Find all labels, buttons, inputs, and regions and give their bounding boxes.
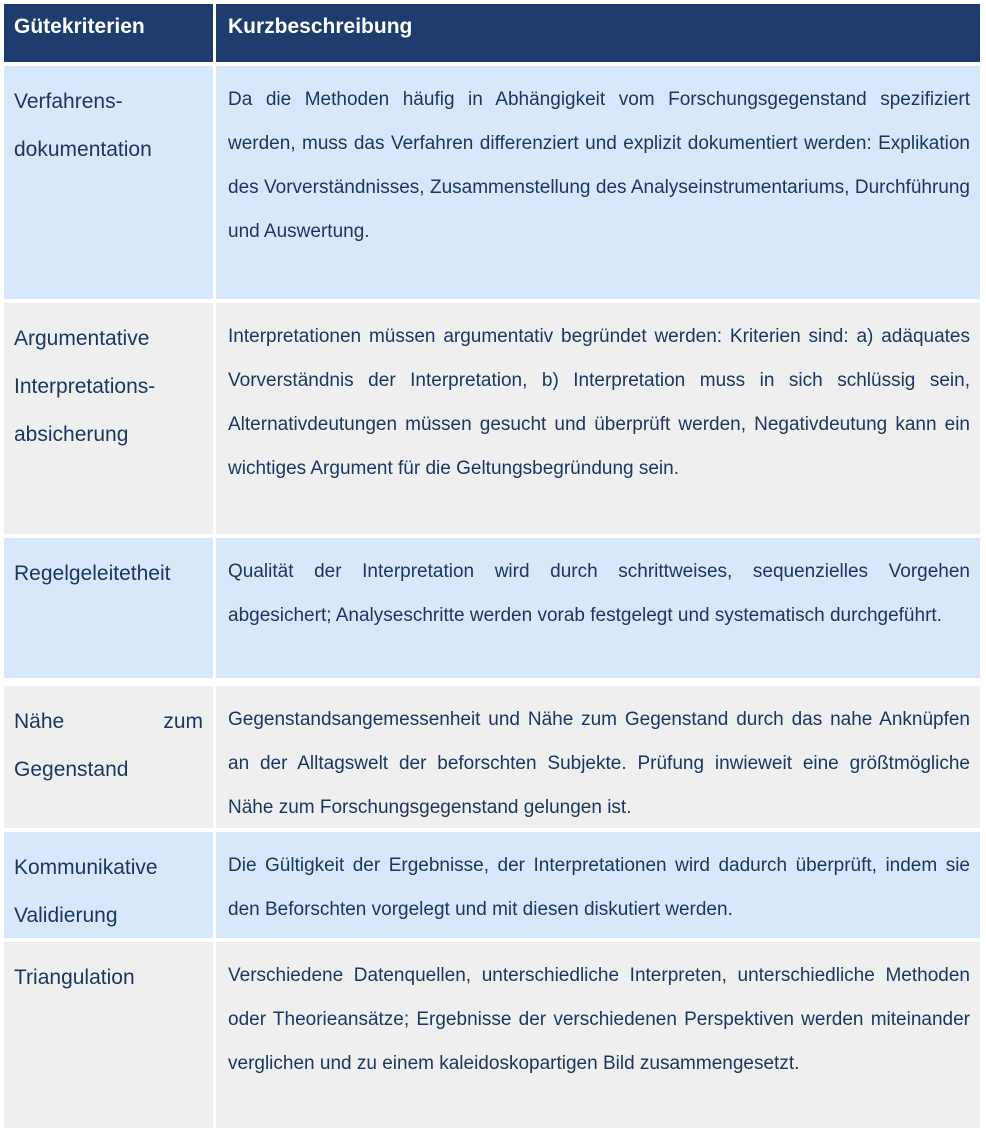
- description-cell: Qualität der Interpretation wird durch schrittweises, sequenzielles Vorgehen abgesichert; Analyseschritte werden vorab festgelegt und systematisch durchgeführt.: [228, 561, 970, 626]
- description-cell: Gegenstandsangemessenheit und Nähe zum Gegenstand durch das nahe Anknüpfen an der Alltagswelt der beforschten Subjekte. Prüfung inwieweit eine größtmögliche Nähe zum Forschungsgegenstand gelungen ist.: [228, 709, 970, 818]
- criterion-cell: Nähe zum Gegenstand: [14, 710, 203, 781]
- table-header-row: [4, 4, 980, 62]
- quality-criteria-table: [4, 4, 980, 1128]
- table-row: [4, 942, 980, 1128]
- criterion-cell: Triangulation: [14, 966, 135, 989]
- criterion-cell: Regelgeleitetheit: [14, 562, 171, 585]
- criterion-cell: Kommunikative Validierung: [14, 856, 158, 927]
- description-cell: Da die Methoden häufig in Abhängigkeit vom Forschungsgegenstand spezifiziert werden, muss das Verfahren differenziert und explizit dokumentiert werden: Explikation des Vorverständnisses, Zusammenstellung des Analyseinstrumentariums, Durchführung und Auswertung.: [228, 89, 970, 242]
- table-row: [4, 686, 980, 828]
- criterion-cell: Verfahrens-dokumentation: [14, 90, 152, 161]
- table-row: [4, 832, 980, 938]
- table-row: [4, 538, 980, 678]
- header-description: Kurzbeschreibung: [216, 4, 980, 62]
- header-criteria: Gütekriterien: [4, 4, 213, 62]
- description-cell: Interpretationen müssen argumentativ begründet werden: Kriterien sind: a) adäquates Vorverständnis der Interpretation, b) Interpretation muss in sich schlüssig sein, Alternativdeutungen müssen gesucht und überprüft werden, Negativdeutung kann ein wichtiges Argument für die Geltungsbegründung sein.: [228, 326, 970, 479]
- description-cell: Verschiedene Datenquellen, unterschiedliche Interpreten, unterschiedliche Methoden oder Theorieansätze; Ergebnisse der verschiedenen Perspektiven werden miteinander verglichen und zu einem kaleidoskopartigen Bild zusammengesetzt.: [228, 965, 970, 1074]
- criterion-cell: Argumentative Interpretations-absicherung: [14, 327, 156, 446]
- table-row: [4, 66, 980, 299]
- table-row: [4, 303, 980, 534]
- description-cell: Die Gültigkeit der Ergebnisse, der Interpretationen wird dadurch überprüft, indem sie den Beforschten vorgelegt und mit diesen diskutiert werden.: [228, 855, 970, 920]
